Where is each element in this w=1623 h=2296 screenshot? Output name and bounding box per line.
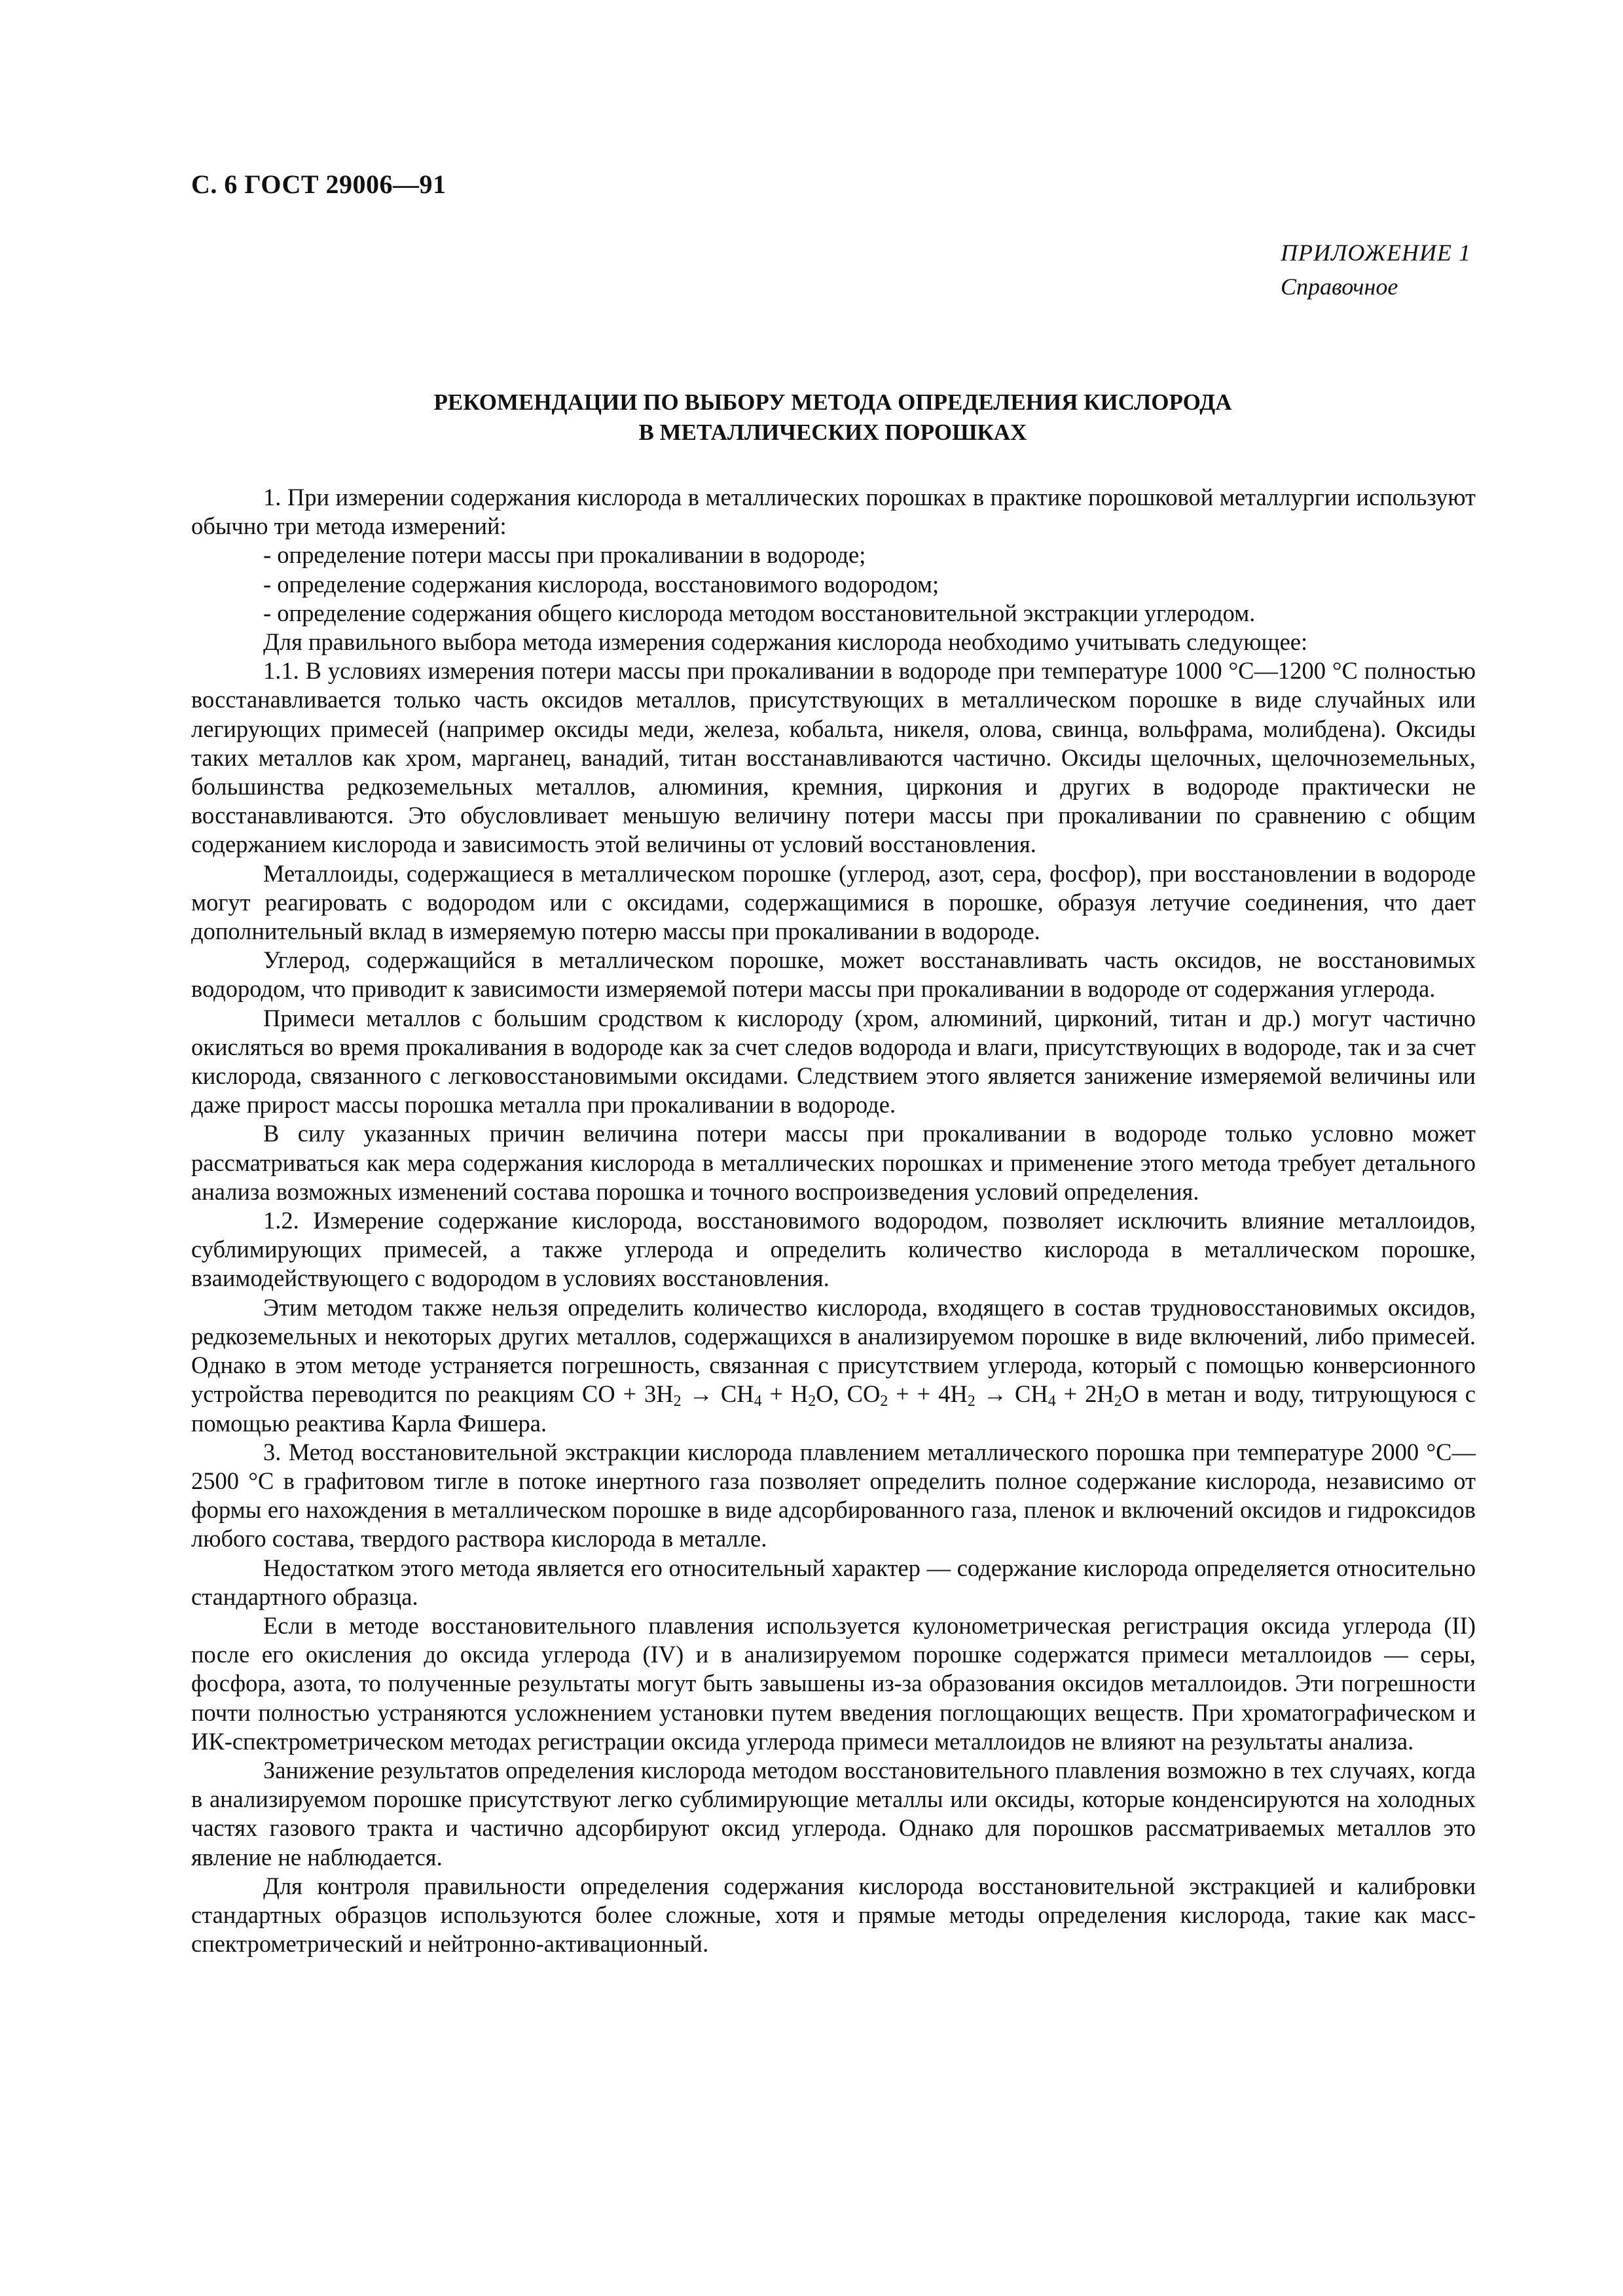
paragraph-coulometric: Если в методе восстановительного плавления используется кулонометрическая регистрация оксида углерода (II) после его окисления до оксида углерода (IV) и в анализируемом порошке содержатся примеси металлоидов — серы, фосфора, азота, то полученные результаты могут быть завышены из-за образования оксидов металлоидов. Эти погрешности почти полностью устраняются усложнением установки путем введения поглощающих веществ. При хроматографическом и ИК-спектрометрическом методах регистрации оксида углерода примеси металлоидов не влияют на результаты анализа.	[191, 1611, 1476, 1755]
subscript: 4	[754, 1393, 762, 1410]
paragraph-underestimation: Занижение результатов определения кислорода методом восстановительного плавления возможно в тех случаях, когда в анализируемом порошке присутствуют легко сублимирующие металлы или оксиды, которые конденсируются на холодных частях газового тракта и частично адсорбируют оксид углерода. Однако для порошков рассматриваемых металлов это явление не наблюдается.	[191, 1756, 1476, 1871]
text-fragment: + H	[761, 1380, 809, 1408]
text-fragment: → CH	[681, 1380, 754, 1408]
document-title	[191, 387, 1474, 448]
appendix-type: Справочное	[1281, 274, 1398, 300]
text-fragment: + + 4H	[888, 1380, 968, 1408]
text-fragment: O в метан и воду, титрующуюся с помощью реактива Карла Фишера.	[191, 1380, 1476, 1437]
text-fragment: Этим методом также нельзя определить количество кислорода, входящего в состав трудновосстановимых оксидов, редкоземельных и некоторых других металлов, содержащихся в анализируемом порошке в виде включений, либо примесей. Однако в этом методе устраняется погрешность, связанная с присутствием углерода, который с помощью конверсионного устройства переводится по реакциям CO + 3H	[191, 1293, 1476, 1408]
paragraph-conclusion: В силу указанных причин величина потери массы при прокаливании в водороде только условно может рассматриваться как мера содержания кислорода в металлических порошках и применение этого метода требует детального анализа возможных изменений состава порошка и точного воспроизведения условий определения.	[191, 1120, 1476, 1205]
paragraph-1-1: 1.1. В условиях измерения потери массы при прокаливании в водороде при температуре 1000 °C—1200 °C полностью восстанавливается только часть оксидов металлов, присутствующих в металлическом порошке в виде случайных или легирующих примесей (например оксиды меди, железа, кобальта, никеля, олова, свинца, вольфрама, молибдена). Оксиды таких металлов как хром, марганец, ванадий, титан восстанавливаются частично. Оксиды щелочных, щелочноземельных, большинства редкоземельных металлов, алюминия, кремния, циркония и других в водороде практически не восстанавливаются. Это обусловливает меньшую величину потери массы при прокаливании по сравнению с общим содержанием кислорода и зависимость этой величины от условий восстановления.	[191, 657, 1476, 858]
page-header: С. 6 ГОСТ 29006—91	[191, 170, 447, 199]
text-fragment: → CH	[975, 1380, 1048, 1408]
paragraph-metalloids: Металлоиды, содержащиеся в металлическом порошке (углерод, азот, сера, фосфор), при восстановлении в водороде могут реагировать с водородом или с оксидами, содержащимися в порошке, образуя летучие соединения, что дает дополнительный вклад в измеряемую потерю массы при прокаливании в водороде.	[191, 859, 1476, 945]
paragraph-calibration: Для контроля правильности определения содержания кислорода восстановительной экстракцией и калибровки стандартных образцов используются более сложные, хотя и прямые методы определения кислорода, такие как масс-спектрометрический и нейтронно-активационный.	[191, 1872, 1476, 1958]
title-line-2: В МЕТАЛЛИЧЕСКИХ ПОРОШКАХ	[638, 420, 1027, 445]
subscript: 2	[808, 1393, 816, 1410]
list-item-2: - определение содержания кислорода, восстановимого водородом;	[263, 570, 939, 598]
paragraph-carbon: Углерод, содержащийся в металлическом порошке, может восстанавливать часть оксидов, не восстановимых водородом, что приводит к зависимости измеряемой потери массы при прокаливании в водороде от содержания углерода.	[191, 946, 1476, 1003]
list-item-3: - определение содержания общего кислорода методом восстановительной экстракции углеродом.	[263, 599, 1256, 626]
title-line-1: РЕКОМЕНДАЦИИ ПО ВЫБОРУ МЕТОДА ОПРЕДЕЛЕНИЯ КИСЛОРОДА	[433, 389, 1232, 415]
document-body	[191, 483, 1476, 1958]
appendix-label: ПРИЛОЖЕНИЕ 1	[1281, 240, 1471, 266]
paragraph-1-2: 1.2. Измерение содержание кислорода, восстановимого водородом, позволяет исключить влияние металлоидов, сублимирующих примесей, а также углерода и определить количество кислорода в металлическом порошке, взаимодействующего с водородом в условиях восстановления.	[191, 1207, 1476, 1292]
paragraph-drawback: Недостатком этого метода является его относительный характер — содержание кислорода определяется относительно стандартного образца.	[191, 1554, 1476, 1610]
subscript: 2	[880, 1393, 888, 1410]
paragraph-3: 3. Метод восстановительной экстракции кислорода плавлением металлического порошка при температуре 2000 °C—2500 °C в графитовом тигле в потоке инертного газа позволяет определить полное содержание кислорода, независимо от формы его нахождения в металлическом порошке в виде адсорбированного газа, пленок и включений оксидов и гидроксидов любого состава, твердого раствора кислорода в металле.	[191, 1438, 1476, 1552]
appendix-block	[1281, 236, 1471, 304]
text-fragment: + 2H	[1055, 1380, 1114, 1408]
subscript: 2	[967, 1393, 976, 1410]
paragraph-2: Для правильного выбора метода измерения содержания кислорода необходимо учитывать следующее:	[263, 628, 1308, 656]
paragraph-reactions	[191, 1293, 1476, 1438]
text-fragment: O, CO	[816, 1380, 881, 1408]
list-item-1: - определение потери массы при прокаливании в водороде;	[263, 541, 866, 569]
paragraph-impurities: Примеси металлов с большим сродством к кислороду (хром, алюминий, цирконий, титан и др.) могут частично окисляться во время прокаливания в водороде как за счет следов водорода и влаги, присутствующих в водороде, так и за счет кислорода, связанного с легковосстановимыми оксидами. Следствием этого является занижение измеряемой величины или даже прирост массы порошка металла при прокаливании в водороде.	[191, 1004, 1476, 1119]
subscript: 2	[1114, 1393, 1122, 1410]
subscript: 2	[673, 1393, 682, 1410]
subscript: 4	[1048, 1393, 1056, 1410]
paragraph-1: 1. При измерении содержания кислорода в металлических порошках в практике порошковой металлургии используют обычно три метода измерений:	[191, 484, 1476, 540]
